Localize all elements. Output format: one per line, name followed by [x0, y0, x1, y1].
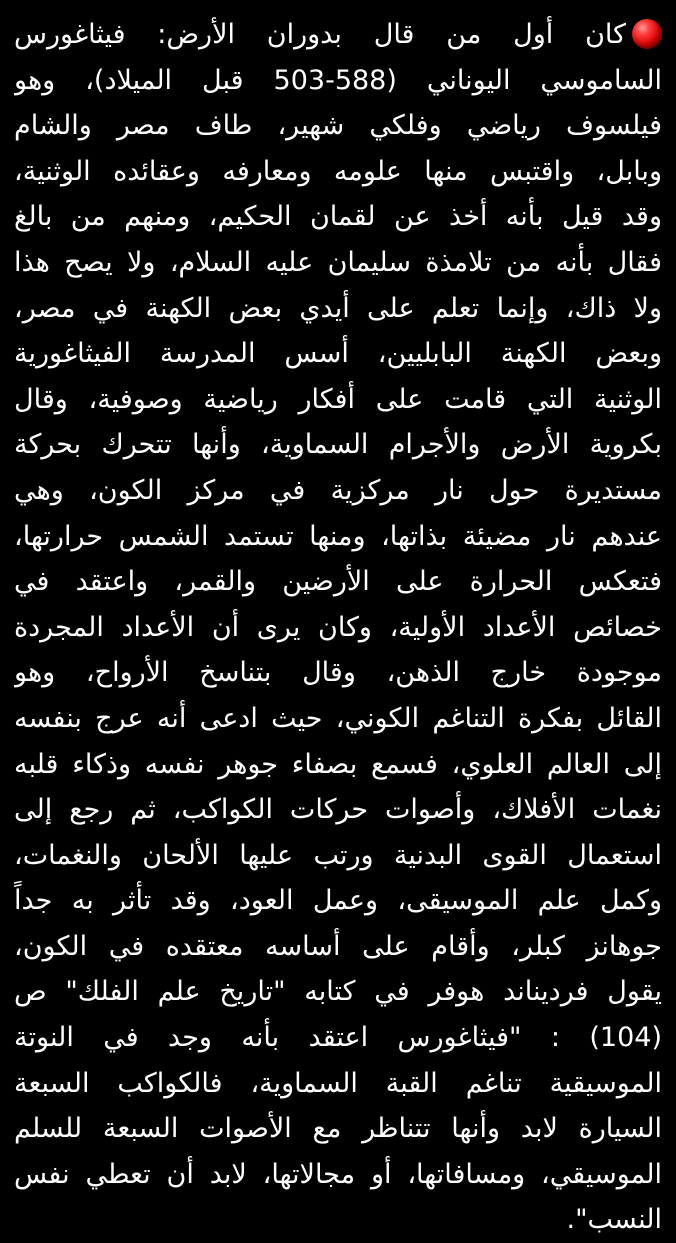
text-line-22: يقول فرديناند هوفر في كتابه "تاريخ علم الفلك" ص [14, 976, 662, 1008]
text-line-15: موجودة خارج الذهن، وقال بتناسخ الأرواح، وهو [14, 657, 662, 689]
text-line-9: الوثنية التي قامت على أفكار رياضية وصوفية، وقال [14, 383, 662, 415]
text-line-27: النسب". [566, 1204, 662, 1236]
text-line-1 [14, 12, 662, 58]
text-line-24: الموسيقية تناغم القبة السماوية، فالكواكب السبعة [14, 1067, 662, 1099]
text-line-19: استعمال القوى البدنية ورتب عليها الألحان والنغمات، [14, 839, 662, 871]
text-line-16: القائل بفكرة التناغم الكوني، حيث ادعى أنه عرج بنفسه [14, 702, 662, 734]
red-circle-icon [632, 19, 662, 49]
post-text [14, 12, 662, 1243]
text-line-11: مستديرة حول نار مركزية في مركز الكون، وهي [14, 474, 662, 506]
text-line-6: فقال بأنه من تلامذة سليمان عليه السلام، ولا يصح هذا [14, 246, 662, 278]
text-line-26: الموسيقي، ومسافاتها، أو مجالاتها، لابد أن تعطي نفس [14, 1158, 662, 1190]
text-line-14: خصائص الأعداد الأولية، وكان يرى أن الأعداد المجردة [14, 611, 662, 643]
text-line-8: وبعض الكهنة البابليين، أسس المدرسة الفيثاغورية [14, 338, 662, 370]
text-line-2: الساموسي اليوناني (588-503 قبل الميلاد)، وهو [14, 64, 662, 96]
text-line-21: جوهانز كبلر، وأقام على أساسه معتقده في الكون، [14, 930, 662, 962]
text-line-23: (104) : "فيثاغورس اعتقد بأنه وجد في النوتة [14, 1022, 662, 1054]
text-line-17: إلى العالم العلوي، فسمع بصفاء جوهر نفسه وذكاء قلبه [14, 748, 662, 780]
text-line-7: ولا ذاك، وإنما تعلم على أيدي بعض الكهنة في مصر، [14, 292, 662, 324]
text-line-12: عندهم نار مضيئة بذاتها، ومنها تستمد الشمس حرارتها، [14, 520, 662, 552]
text-line-4: وبابل، واقتبس منها علومه ومعارفه وعقائده الوثنية، [14, 155, 662, 187]
text-line-1-content: كان أول من قال بدوران الأرض: فيثاغورس [14, 19, 626, 50]
text-line-20: وكمل علم الموسيقى، وعمل العود، وقد تأثر به جداً [14, 885, 662, 917]
text-line-25: السيارة لابد وأنها تتناظر مع الأصوات السبعة للسلم [14, 1113, 662, 1145]
text-line-18: نغمات الأفلاك، وأصوات حركات الكواكب، ثم رجع إلى [14, 794, 662, 826]
text-line-3: فيلسوف رياضي وفلكي شهير، طاف مصر والشام [14, 110, 662, 142]
text-line-13: فتعكس الحرارة على الأرضين والقمر، واعتقد في [14, 566, 662, 598]
text-line-5: وقد قيل بأنه أخذ عن لقمان الحكيم، ومنهم من بالغ [14, 201, 662, 233]
text-line-10: بكروية الأرض والأجرام السماوية، وأنها تتحرك بحركة [14, 429, 662, 461]
